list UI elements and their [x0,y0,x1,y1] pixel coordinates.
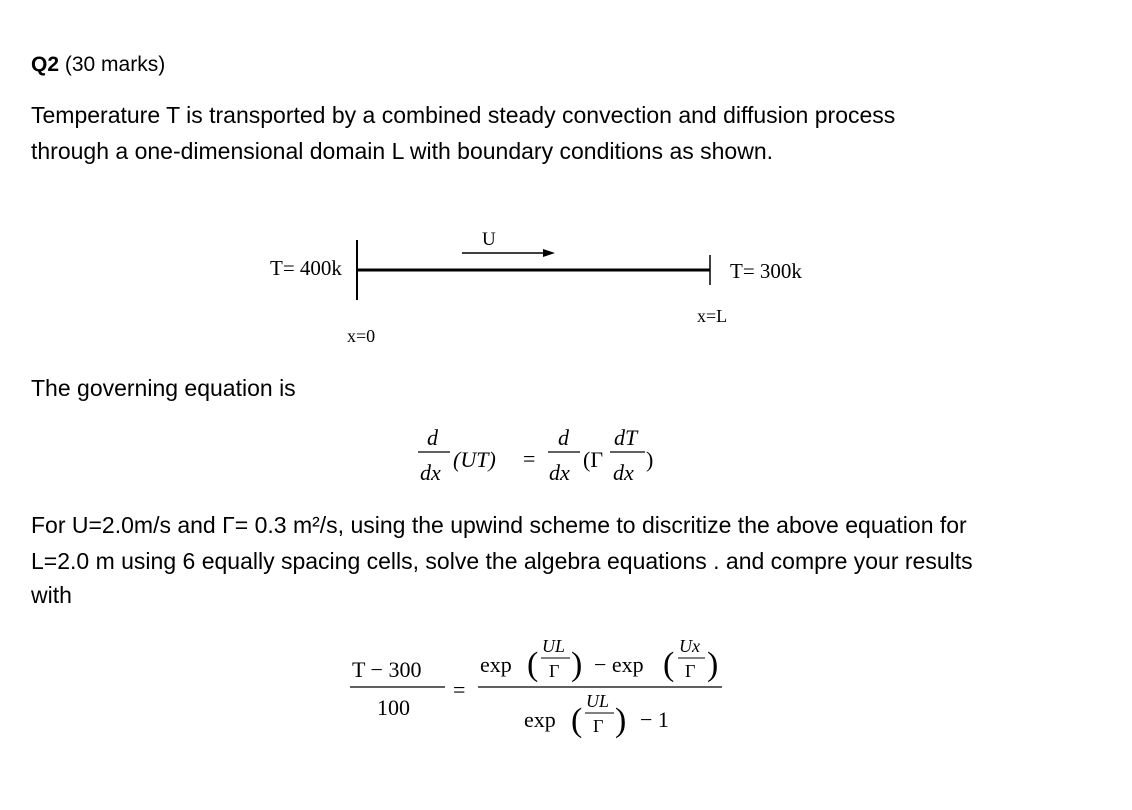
sol-paren-close-3: ) [615,702,627,739]
sol-exp-3: exp [524,707,556,732]
sol-ul-3: UL [586,691,610,711]
sol-paren-close-2: ) [707,646,719,683]
gov-d-numerator-1: d [427,425,438,450]
sol-gamma-3: Γ [593,716,604,736]
sol-minus-one: − 1 [640,707,669,732]
gov-dx-denominator-1: dx [420,460,441,485]
task-line-1: For U=2.0m/s and Γ= 0.3 m²/s, using the upwind scheme to discritize the above equation for [31,512,967,538]
question-number: Q2 [31,53,60,76]
gov-dx-denominator-3: dx [613,460,634,485]
sol-ul-1: UL [542,636,566,656]
intro-line-2: through a one-dimensional domain L with boundary conditions as shown. [31,138,773,164]
velocity-label: U [482,229,496,250]
sol-lhs-denominator: 100 [377,695,410,720]
sol-gamma-2: Γ [685,661,696,681]
gov-dT-numerator: dT [614,425,638,450]
sol-paren-open-2: ( [663,646,675,683]
right-boundary-label: T= 300k [730,259,802,283]
sol-equals: = [453,677,466,702]
sol-ux: Ux [679,636,700,656]
sol-paren-open-1: ( [527,646,539,683]
intro-line-1: Temperature T is transported by a combined steady convection and diffusion process [31,102,896,128]
sol-gamma-1: Γ [549,661,560,681]
gov-dx-denominator-2: dx [549,460,570,485]
x-start-label: x=0 [347,326,376,346]
x-end-label: x=L [697,306,728,326]
task-line-3: with [31,582,72,608]
gov-ut-term: (UT) [453,447,496,472]
left-boundary-label: T= 400k [270,256,342,280]
task-line-2: L=2.0 m using 6 equally spacing cells, solve the algebra equations . and compre your results [31,548,973,574]
governing-label: The governing equation is [31,375,296,401]
gov-equals: = [523,446,536,471]
sol-lhs-numerator: T − 300 [352,657,422,682]
sol-paren-open-3: ( [571,702,583,739]
sol-minus-exp: − exp [594,652,644,677]
question-marks: (30 marks) [64,53,166,76]
sol-paren-close-1: ) [571,646,583,683]
gov-gamma-open: (Γ [583,447,604,472]
gov-d-numerator-2: d [558,425,569,450]
sol-exp-1: exp [480,652,512,677]
gov-close-paren: ) [646,447,654,472]
